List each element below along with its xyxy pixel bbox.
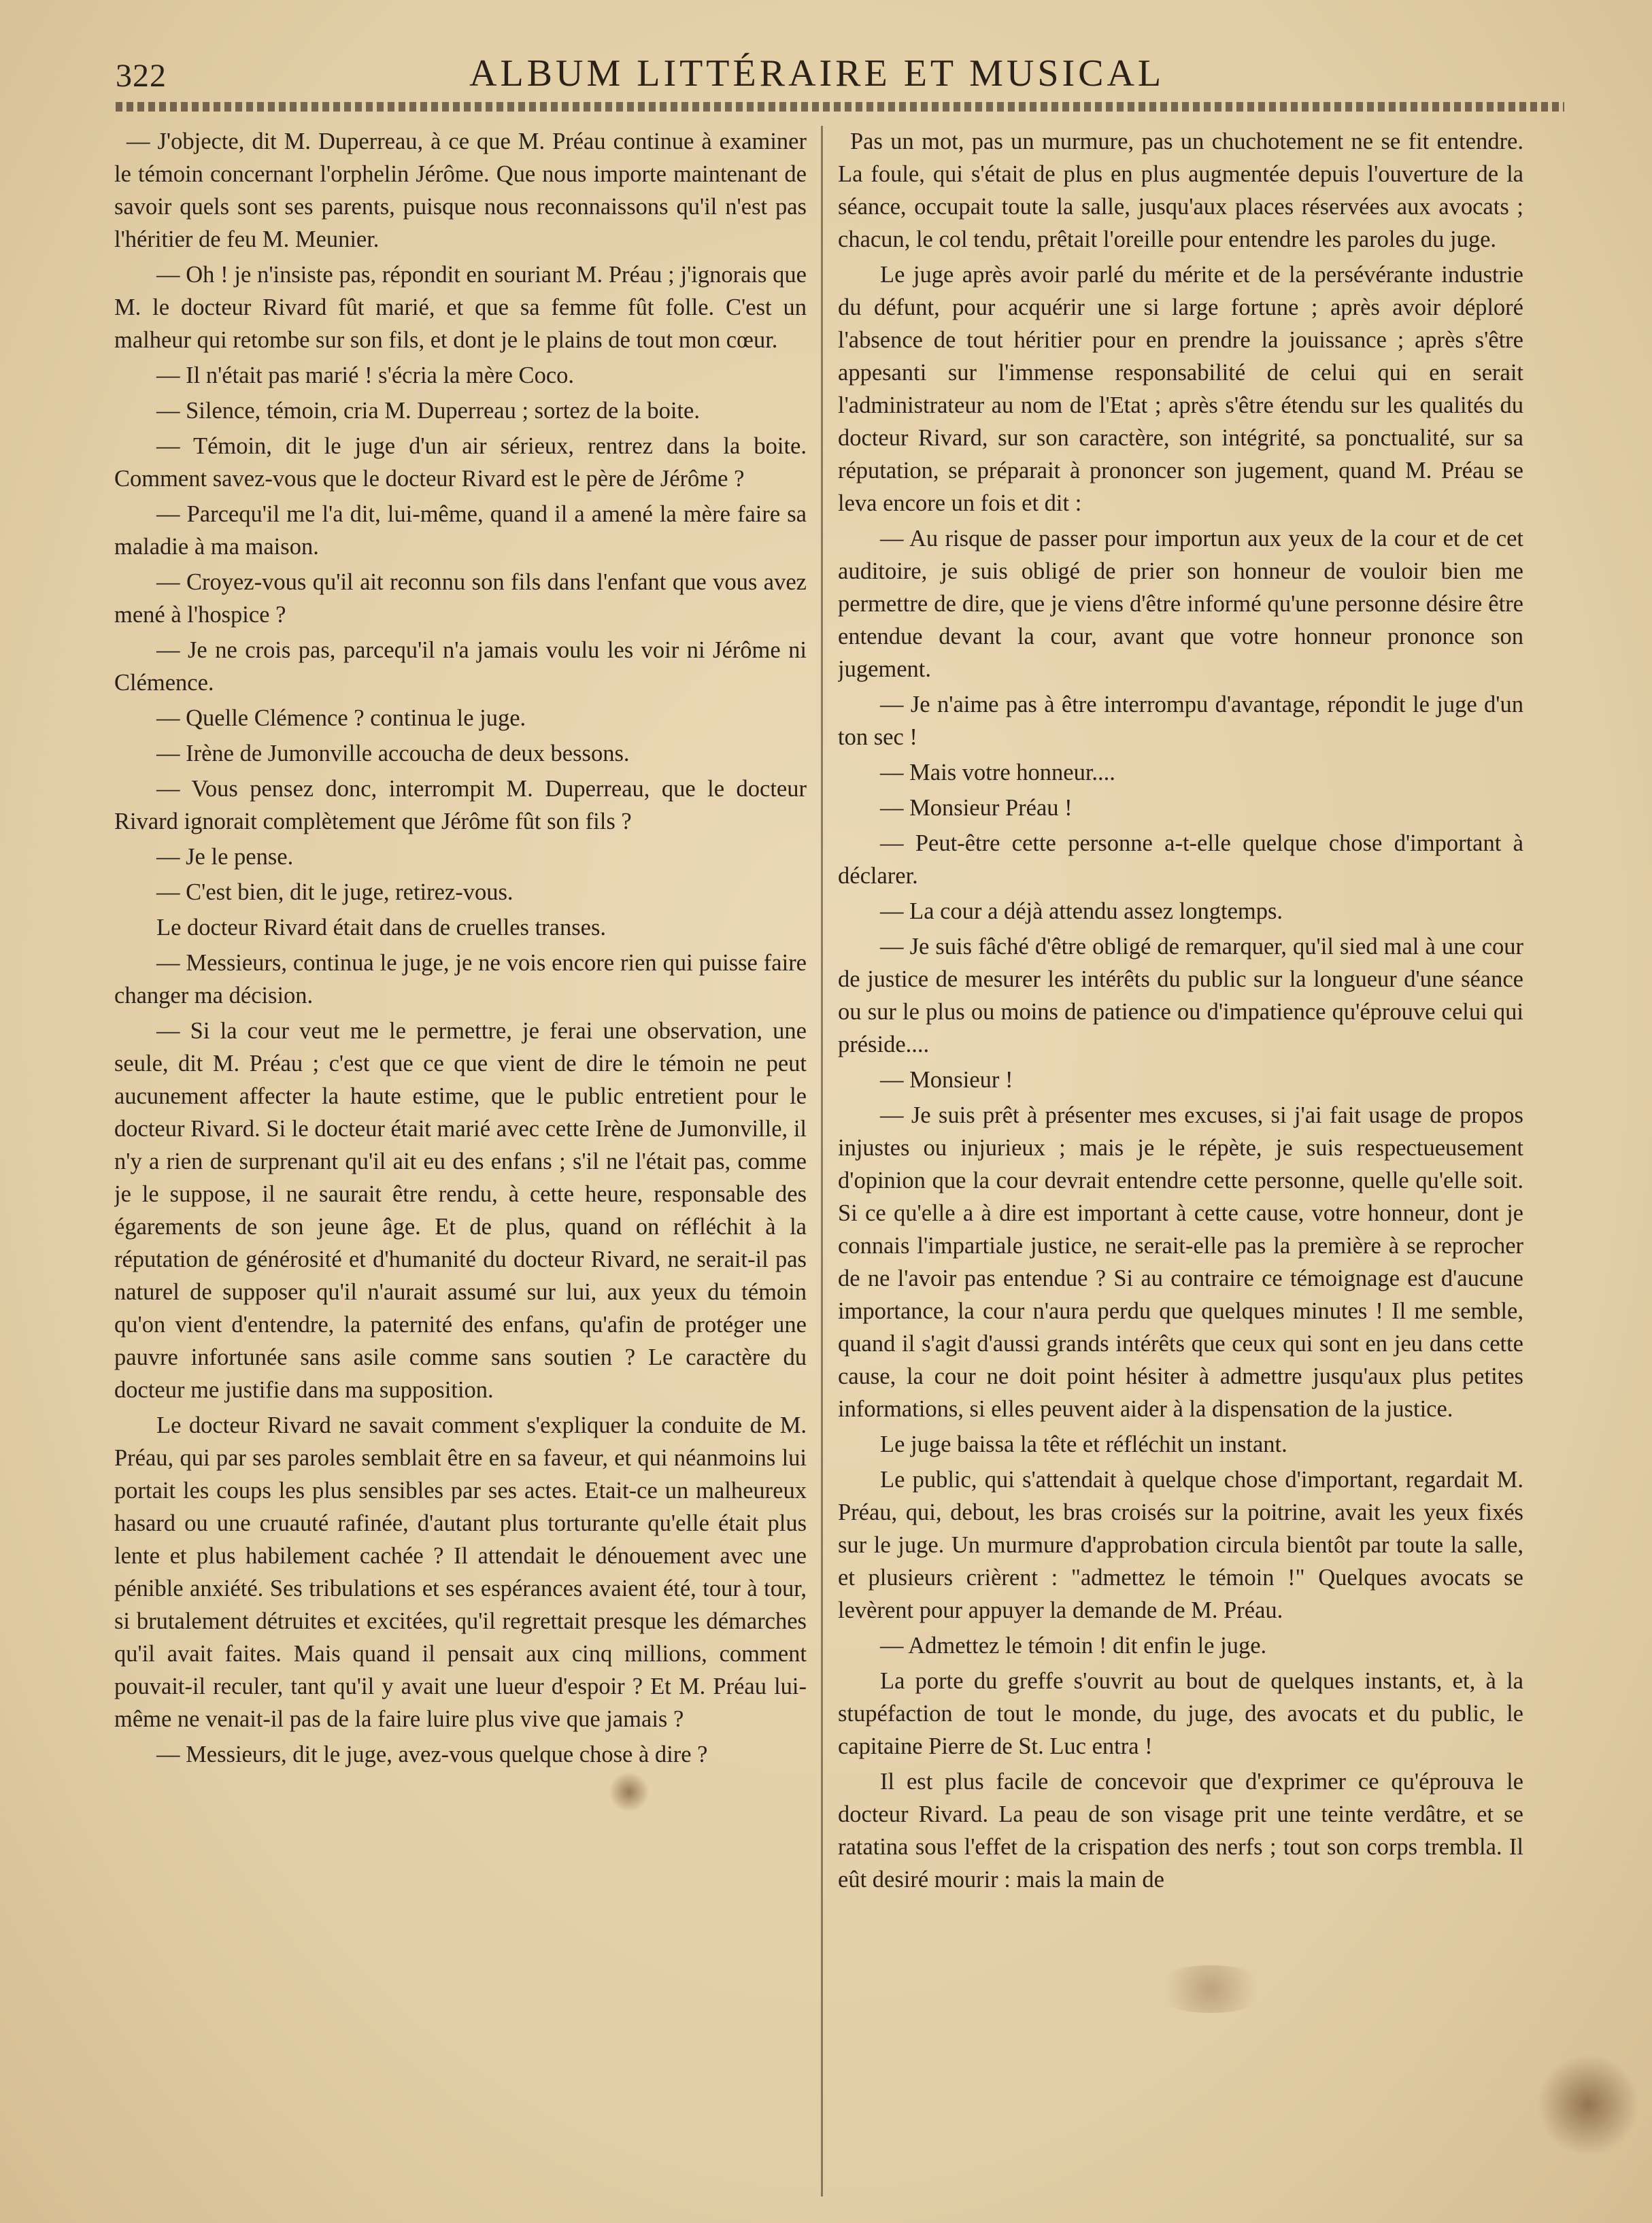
column-divider	[821, 126, 823, 2196]
paragraph: — Je le pense.	[156, 844, 294, 870]
paragraph: — Oh ! je n'insiste pas, répondit en souriant M. Préau ; j'ignorais que M. le docteur Rivard fût marié, et que sa femme fût folle. C'est un malheur qui retombe sur son fils, et dont je le plains de tout mon cœur.	[114, 262, 807, 353]
paragraph: — Croyez-vous qu'il ait reconnu son fils dans l'enfant que vous avez mené à l'hospice ?	[114, 569, 807, 628]
right-column	[838, 125, 1523, 2206]
paragraph: — Il n'était pas marié ! s'écria la mère Coco.	[156, 362, 575, 388]
paragraph: — Vous pensez donc, interrompit M. Duperreau, que le docteur Rivard ignorait complètement que Jérôme fût son fils ?	[114, 776, 807, 834]
paper-stain	[1537, 2054, 1639, 2156]
paragraph: — Parcequ'il me l'a dit, lui-même, quand il a amené la mère faire sa maladie à ma maison.	[114, 501, 807, 560]
paragraph: — Admettez le témoin ! dit enfin le juge.	[880, 1633, 1267, 1659]
paper-stain	[1149, 1965, 1272, 2013]
paragraph: Le docteur Rivard ne savait comment s'expliquer la conduite de M. Préau, qui par ses paroles semblait être en sa faveur, et qui néanmoins lui portait les coups les plus sensibles par ses actes. Etait-ce un malheureux hasard ou une cruauté rafinée, d'autant plus torturante qu'elle était plus lente et plus habilement cachée ? Il attendait le dénouement avec une pénible anxiété. Ses tribulations et ses espérances avaient été, tour à tour, si brutalement détruites et excitées, qu'il regrettait presque les démarches qu'il avait faites. Mais quand il pensait aux cinq millions, comment pouvait-il reculer, tant qu'il y avait une lueur d'espoir ? Et M. Préau lui-même ne venait-il pas de la faire luire plus vive que jamais ?	[114, 1412, 807, 1732]
paragraph: Il est plus facile de concevoir que d'exprimer ce qu'éprouva le docteur Rivard. La peau de son visage prit une teinte verdâtre, et se ratatina sous l'effet de la crispation des nerfs ; tout son corps trembla. Il eût desiré mourir : mais la main de	[838, 1769, 1523, 1893]
paper-stain	[609, 1771, 650, 1812]
paragraph: — Je suis fâché d'être obligé de remarquer, qu'il sied mal à une cour de justice de mesurer les intérêts du public sur la longueur d'une séance ou sur le plus ou moins de patience ou d'impatience qu'éprouve celui qui préside....	[838, 934, 1523, 1057]
paragraph: — Monsieur !	[880, 1067, 1013, 1093]
paragraph: Le juge baissa la tête et réfléchit un instant.	[880, 1431, 1287, 1457]
paragraph: Le public, qui s'attendait à quelque chose d'important, regardait M. Préau, qui, debout, les bras croisés sur la poitrine, avait les yeux fixés sur le juge. Un murmure d'approbation circula bientôt par toute la salle, et plusieurs crièrent : "admettez le témoin !" Quelques avocats se levèrent pour appuyer la demande de M. Préau.	[838, 1467, 1523, 1623]
header-rule	[116, 102, 1564, 112]
paragraph: — Je suis prêt à présenter mes excuses, si j'ai fait usage de propos injustes ou injurieux ; mais je le répète, je suis respectueusement d'opinion que la cour devrait entendre cette personne, quelle qu'elle soit. Si ce qu'elle a à dire est important à cette cause, votre honneur, dont je connais l'impartiale justice, ne serait-elle pas la première à se reprocher de ne l'avoir pas entendue ? Si au contraire ce témoignage est d'aucune importance, la cour n'aura perdu que quelques minutes ! Il me semble, quand il s'agit d'aussi grands intérêts que ceux qui sont en jeu dans cette cause, la cour ne doit point hésiter à admettre jusqu'aux plus petites informations, si elles peuvent aider à la dispensation de la justice.	[838, 1102, 1523, 1422]
left-column	[114, 125, 807, 2206]
paragraph: — Peut-être cette personne a-t-elle quelque chose d'important à déclarer.	[838, 830, 1523, 889]
paragraph: — Témoin, dit le juge d'un air sérieux, rentrez dans la boite. Comment savez-vous que le docteur Rivard est le père de Jérôme ?	[114, 433, 807, 492]
paragraph: — Je n'aime pas à être interrompu d'avantage, répondit le juge d'un ton sec !	[838, 692, 1523, 750]
page-number: 322	[116, 58, 167, 94]
paragraph: — Messieurs, dit le juge, avez-vous quelque chose à dire ?	[156, 1742, 708, 1767]
paragraph: Pas un mot, pas un murmure, pas un chuchotement ne se fit entendre. La foule, qui s'était de plus en plus augmentée depuis l'ouverture de la séance, occupait toute la salle, jusqu'aux places réservées aux avocats ; chacun, le col tendu, prêtait l'oreille pour entendre les paroles du juge.	[838, 129, 1523, 252]
paragraph: — Messieurs, continua le juge, je ne vois encore rien qui puisse faire changer ma décision.	[114, 950, 807, 1008]
paragraph: — Mais votre honneur....	[880, 760, 1115, 785]
paragraph: — Monsieur Préau !	[880, 795, 1073, 821]
paragraph: — Quelle Clémence ? continua le juge.	[156, 705, 526, 731]
page-header	[116, 48, 1564, 102]
running-head-title: ALBUM LITTÉRAIRE ET MUSICAL	[469, 52, 1165, 95]
paragraph: — Je ne crois pas, parcequ'il n'a jamais voulu les voir ni Jérôme ni Clémence.	[114, 637, 807, 696]
paragraph: Le juge après avoir parlé du mérite et de la persévérante industrie du défunt, pour acquérir une si large fortune ; après avoir déploré l'absence de tout héritier pour en prendre la jouissance ; après s'être appesanti sur l'immense responsabilité de celui qui en serait l'administrateur au nom de l'Etat ; après s'être étendu sur les qualités du docteur Rivard, sur son caractère, son intégrité, sa ponctualité, sur sa réputation, se préparait à prononcer son jugement, quand M. Préau se leva encore un fois et dit :	[838, 262, 1523, 516]
paragraph: — C'est bien, dit le juge, retirez-vous.	[156, 879, 513, 905]
paragraph: Le docteur Rivard était dans de cruelles transes.	[156, 915, 606, 940]
paragraph: — J'objecte, dit M. Duperreau, à ce que M. Préau continue à examiner le témoin concernant l'orphelin Jérôme. Que nous importe maintenant de savoir quels sont ses parents, puisque nous reconnaissons qu'il n'est pas l'héritier de feu M. Meunier.	[114, 129, 807, 252]
paragraph: — Au risque de passer pour importun aux yeux de la cour et de cet auditoire, je suis obligé de prier son honneur de vouloir bien me permettre de dire, que je viens d'être informé qu'une personne désire être entendue devant la cour, avant que votre honneur prononce son jugement.	[838, 526, 1523, 682]
paragraph: — Si la cour veut me le permettre, je ferai une observation, une seule, dit M. Préau ; c'est que ce que vient de dire le témoin ne peut aucunement affecter la haute estime, que le public entretient pour le docteur Rivard. Si le docteur était marié avec cette Irène de Jumonville, il n'y a rien de surprenant qu'il ait eu des enfans ; s'il ne l'était pas, comme je le suppose, il ne saurait être rendu, à cette heure, responsable des égarements de son jeune âge. Et de plus, quand on réfléchit à la réputation de générosité et d'humanité du docteur Rivard, ne serait-il pas naturel de supposer qu'il n'aurait assumé sur lui, aux yeux du témoin qu'on vient d'entendre, la paternité des enfans, qu'afin de protéger une pauvre infortunée sans asile comme sans soutien ? Le caractère du docteur me justifie dans ma supposition.	[114, 1018, 807, 1403]
paragraph: — Irène de Jumonville accoucha de deux bessons.	[156, 741, 630, 766]
paragraph: — Silence, témoin, cria M. Duperreau ; sortez de la boite.	[156, 398, 700, 424]
paragraph: La porte du greffe s'ouvrit au bout de quelques instants, et, à la stupéfaction de tout le monde, du juge, des avocats et du public, le capitaine Pierre de St. Luc entra !	[838, 1668, 1523, 1759]
paragraph: — La cour a déjà attendu assez longtemps.	[880, 898, 1283, 924]
